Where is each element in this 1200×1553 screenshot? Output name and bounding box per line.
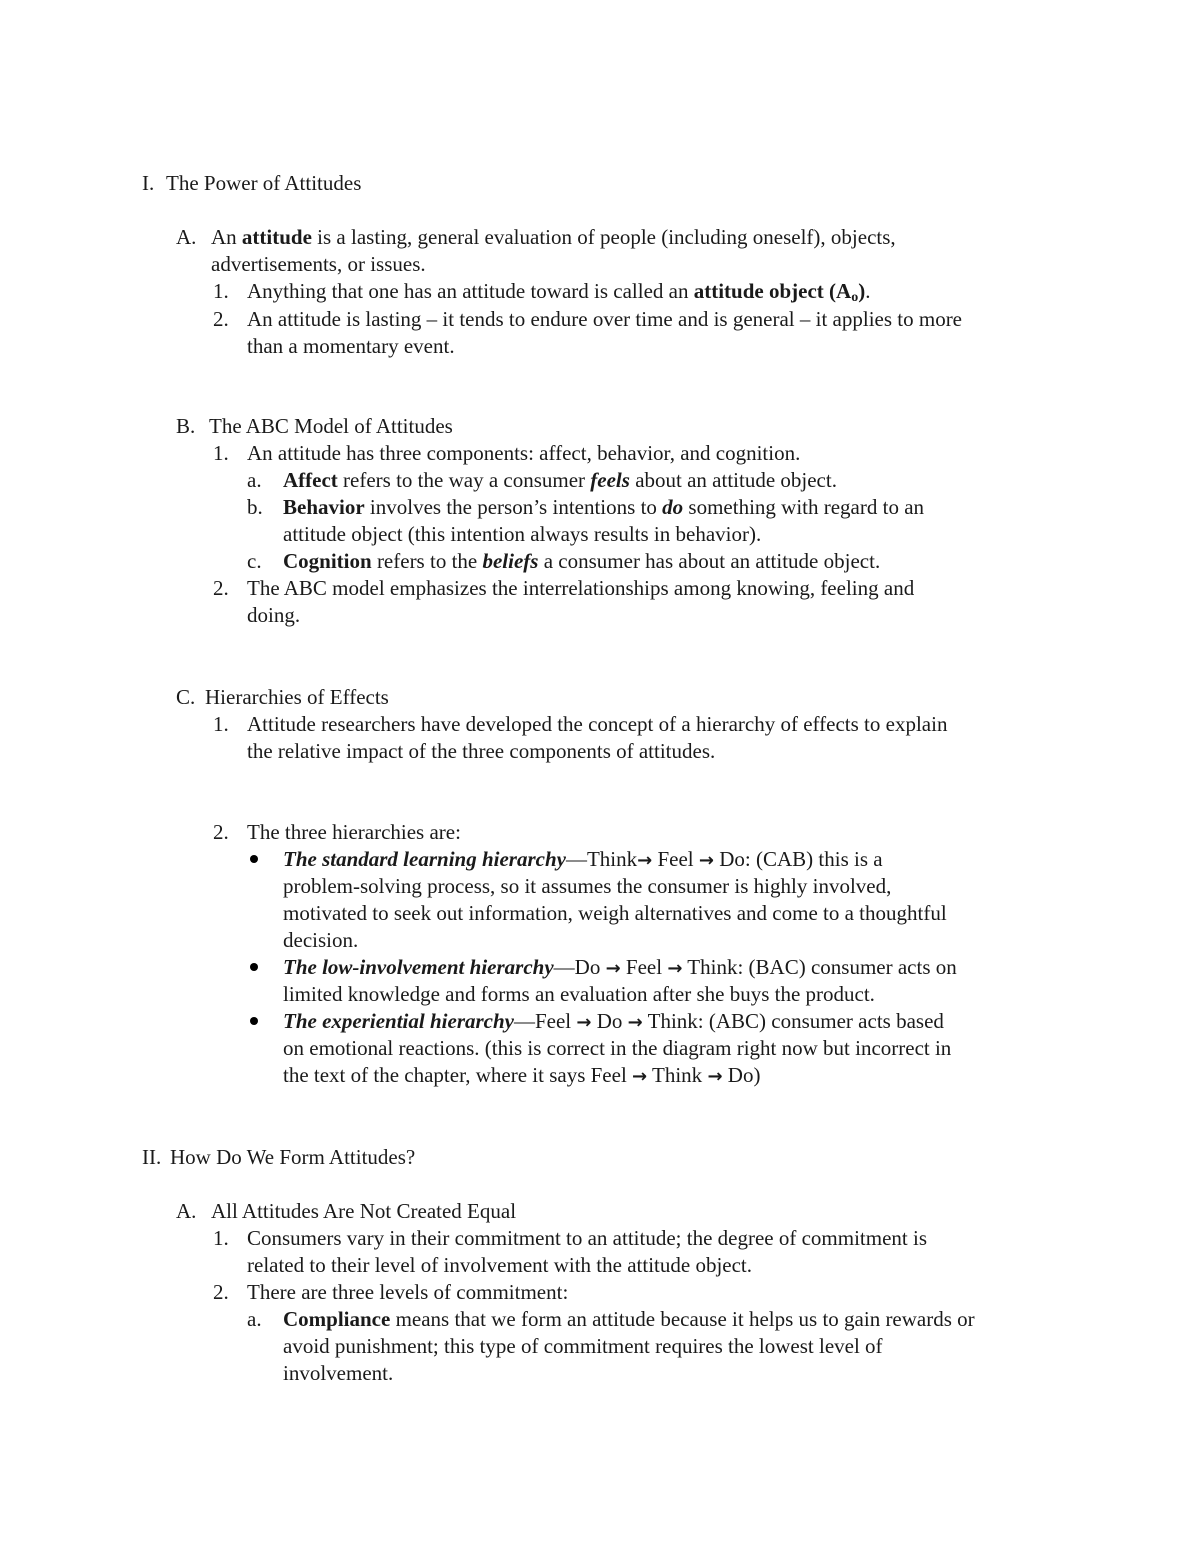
subsection-label: B. bbox=[176, 414, 196, 438]
hierarchy-bullet-line: motivated to seek out information, weigh alternatives and come to a thoughtful bbox=[283, 901, 947, 925]
list-item: the relative impact of the three components of attitudes. bbox=[247, 739, 716, 763]
hierarchy-bullet-line: on emotional reactions. (this is correct in the diagram right now but incorrect in bbox=[283, 1036, 952, 1060]
subsection-label: A. bbox=[176, 225, 197, 249]
subsection-label: A. bbox=[176, 1199, 197, 1223]
list-item: Behavior involves the person’s intentions to do something with regard to an bbox=[283, 495, 925, 519]
arrow-icon: → bbox=[698, 850, 714, 871]
list-item: Anything that one has an attitude toward is called an attitude object $(A_o)$. bbox=[247, 279, 871, 305]
list-item: than a momentary event. bbox=[247, 334, 455, 358]
term: attitude object $(A_o)$ bbox=[693, 279, 866, 305]
list-number: 1. bbox=[213, 279, 229, 303]
list-number: 2. bbox=[213, 820, 229, 844]
term: Affect bbox=[283, 468, 338, 492]
list-letter: a. bbox=[247, 1307, 262, 1331]
list-item: The three hierarchies are: bbox=[247, 820, 461, 844]
list-number: 2. bbox=[213, 307, 229, 331]
hierarchy-bullet: The standard learning hierarchy—Think→ Feel → Do: (CAB) this is a bbox=[283, 847, 883, 871]
arrow-icon: → bbox=[627, 1012, 643, 1033]
hierarchy-bullet: The low-involvement hierarchy—Do → Feel → Think: (BAC) consumer acts on bbox=[283, 955, 957, 979]
hierarchy-bullet-line: the text of the chapter, where it says Feel → Think → Do) bbox=[283, 1063, 761, 1087]
definition-line: advertisements, or issues. bbox=[211, 252, 426, 276]
bullet-icon bbox=[250, 855, 258, 863]
hierarchy-bullet-line: problem-solving process, so it assumes the consumer is highly involved, bbox=[283, 874, 892, 898]
list-item: The ABC model emphasizes the interrelationships among knowing, feeling and bbox=[247, 576, 915, 600]
arrow-icon: → bbox=[632, 1066, 648, 1087]
list-item: avoid punishment; this type of commitment requires the lowest level of bbox=[283, 1334, 883, 1358]
list-item: Cognition refers to the beliefs a consumer has about an attitude object. bbox=[283, 549, 881, 573]
list-letter: a. bbox=[247, 468, 262, 492]
list-item: Compliance means that we form an attitude because it helps us to gain rewards or bbox=[283, 1307, 975, 1331]
hierarchy-bullet-line: decision. bbox=[283, 928, 359, 952]
section-numeral: II. bbox=[142, 1145, 162, 1169]
list-letter: b. bbox=[247, 495, 263, 519]
hierarchy-name: The experiential hierarchy bbox=[283, 1009, 514, 1033]
hierarchy-bullet-line: limited knowledge and forms an evaluation after she buys the product. bbox=[283, 982, 875, 1006]
list-letter: c. bbox=[247, 549, 262, 573]
subsection-heading: The ABC Model of Attitudes bbox=[209, 414, 453, 438]
term: Cognition bbox=[283, 549, 372, 573]
list-number: 2. bbox=[213, 576, 229, 600]
bullet-icon bbox=[250, 963, 258, 971]
list-item: attitude object (this intention always results in behavior). bbox=[283, 522, 762, 546]
arrow-icon: → bbox=[576, 1012, 592, 1033]
term: attitude bbox=[241, 225, 312, 249]
section-heading: The Power of Attitudes bbox=[166, 171, 362, 195]
definition-line: An attitude is a lasting, general evaluation of people (including oneself), objects, bbox=[211, 225, 896, 249]
list-number: 1. bbox=[213, 441, 229, 465]
list-item: doing. bbox=[247, 603, 301, 627]
list-item: related to their level of involvement with the attitude object. bbox=[247, 1253, 753, 1277]
section-heading: How Do We Form Attitudes? bbox=[170, 1145, 416, 1169]
term: Compliance bbox=[283, 1307, 391, 1331]
subsection-heading: Hierarchies of Effects bbox=[205, 685, 389, 709]
list-item: There are three levels of commitment: bbox=[247, 1280, 569, 1304]
hierarchy-name: The low-involvement hierarchy bbox=[283, 955, 554, 979]
list-item: involvement. bbox=[283, 1361, 394, 1385]
arrow-icon: → bbox=[707, 1066, 723, 1087]
list-number: 1. bbox=[213, 1226, 229, 1250]
list-item: Attitude researchers have developed the concept of a hierarchy of effects to explain bbox=[247, 712, 948, 736]
arrow-icon: → bbox=[637, 850, 653, 871]
section-numeral: I. bbox=[142, 171, 155, 195]
list-item: Affect refers to the way a consumer feels about an attitude object. bbox=[283, 468, 837, 492]
term: Behavior bbox=[283, 495, 365, 519]
arrow-icon: → bbox=[605, 958, 621, 979]
subsection-heading: All Attitudes Are Not Created Equal bbox=[211, 1199, 517, 1223]
list-item: An attitude is lasting – it tends to endure over time and is general – it applies to more bbox=[247, 307, 963, 331]
list-number: 1. bbox=[213, 712, 229, 736]
subsection-label: C. bbox=[176, 685, 196, 709]
hierarchy-name: The standard learning hierarchy bbox=[283, 847, 566, 871]
hierarchy-bullet: The experiential hierarchy—Feel → Do → Think: (ABC) consumer acts based bbox=[283, 1009, 944, 1033]
list-item: Consumers vary in their commitment to an attitude; the degree of commitment is bbox=[247, 1226, 928, 1250]
bullet-icon bbox=[250, 1017, 258, 1025]
list-number: 2. bbox=[213, 1280, 229, 1304]
list-item: An attitude has three components: affect, behavior, and cognition. bbox=[247, 441, 801, 465]
arrow-icon: → bbox=[667, 958, 683, 979]
